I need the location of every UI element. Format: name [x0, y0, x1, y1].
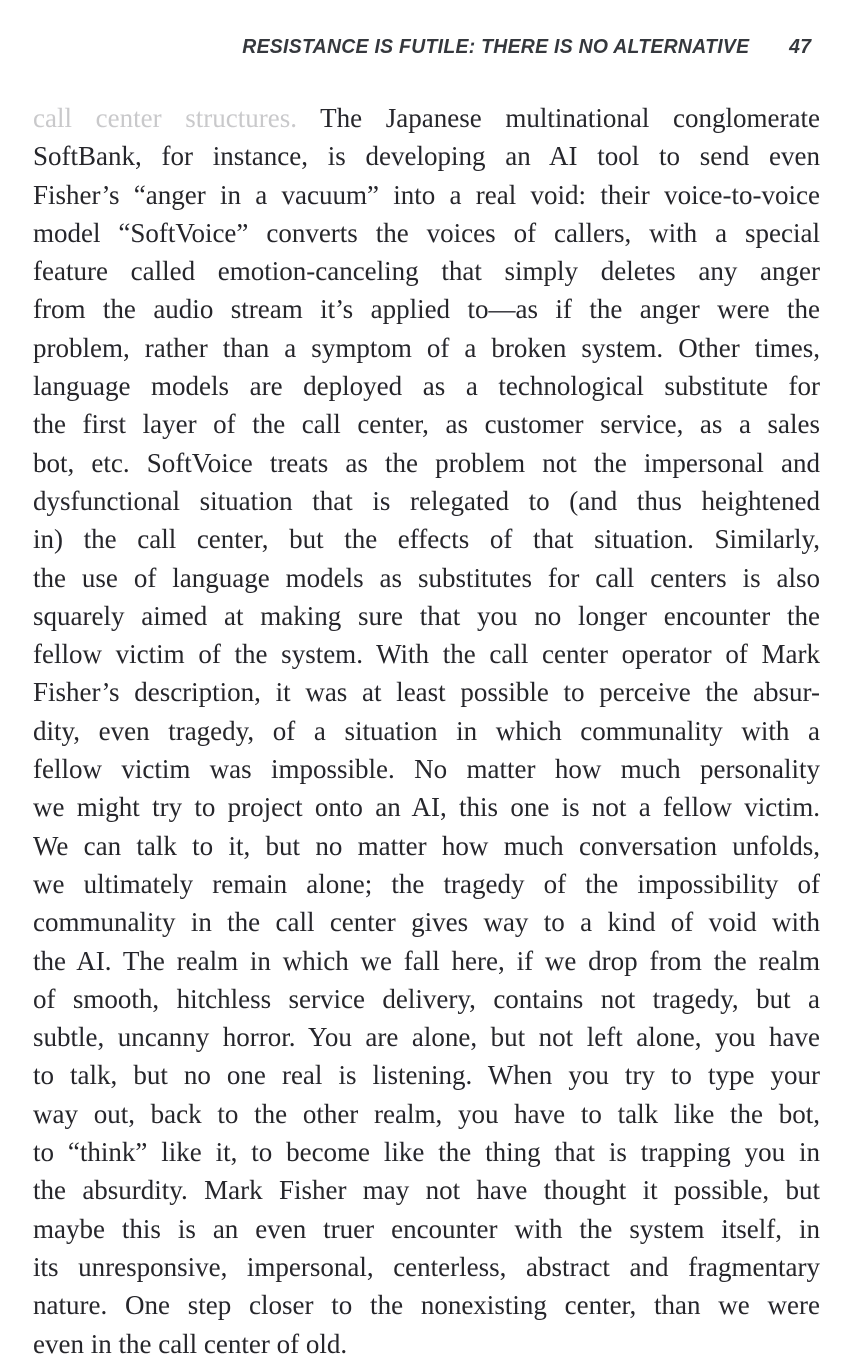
text-line: dysfunctional situation that is relegated to (and thus heightened: [33, 485, 820, 516]
text-line: to “think” like it, to become like the thing that is trapping you in: [33, 1137, 820, 1168]
text-line: dity, even tragedy, of a situation in which communality with a: [33, 715, 820, 746]
running-title: RESISTANCE IS FUTILE: THERE IS NO ALTERNATIVE: [242, 36, 750, 58]
text-line: squarely aimed at making sure that you no longer encounter the: [33, 600, 820, 631]
text-line: the first layer of the call center, as customer service, as a sales: [33, 409, 820, 440]
page-header: [26, 0, 854, 58]
text-line: the absurdity. Mark Fisher may not have thought it possible, but: [33, 1175, 820, 1206]
text-line: SoftBank, for instance, is developing an AI tool to send even: [33, 141, 820, 172]
text-line: We can talk to it, but no matter how much conversation unfolds,: [33, 830, 820, 861]
text-line: the AI. The realm in which we fall here, if we drop from the realm: [33, 945, 820, 976]
text-line: maybe this is an even truer encounter with the system itself, in: [33, 1213, 820, 1244]
text-line: we might try to project onto an AI, this one is not a fellow victim.: [33, 792, 820, 823]
text-line: subtle, uncanny horror. You are alone, but not left alone, you have: [33, 1022, 820, 1053]
text-line: communality in the call center gives way to a kind of void with: [33, 907, 820, 938]
text-line: language models are deployed as a technological substitute for: [33, 371, 820, 402]
text-line: problem, rather than a symptom of a broken system. Other times,: [33, 332, 820, 363]
text-line: even in the call center of old.: [33, 1328, 348, 1359]
text-line: of smooth, hitchless service delivery, contains not tragedy, but a: [33, 983, 820, 1014]
text-line: we ultimately remain alone; the tragedy of the impossibility of: [33, 868, 820, 899]
text-line: to talk, but no one real is listening. When you try to type your: [33, 1060, 820, 1091]
text-line: Fisher’s description, it was at least possible to perceive the absur-: [33, 677, 820, 708]
text-line: feature called emotion-canceling that simply deletes any anger: [33, 256, 820, 287]
text-line: fellow victim was impossible. No matter how much personality: [33, 754, 820, 785]
page-body: [0, 99, 854, 1363]
text-line: from the audio stream it’s applied to—as if the anger were the: [33, 294, 820, 325]
text-line: model “SoftVoice” converts the voices of callers, with a special: [33, 217, 820, 248]
text-line: the use of language models as substitutes for call centers is also: [33, 562, 820, 593]
text-line: nature. One step closer to the nonexisting center, than we were: [33, 1290, 820, 1321]
text-line: Fisher’s “anger in a vacuum” into a real void: their voice-to-voice: [33, 179, 820, 210]
text-line: way out, back to the other realm, you have to talk like the bot,: [33, 1098, 820, 1129]
text-line: its unresponsive, impersonal, centerless, abstract and fragmentary: [33, 1251, 820, 1282]
lead-gray-text: call center structures.: [33, 103, 297, 133]
text-line: fellow victim of the system. With the call center operator of Mark: [33, 639, 820, 670]
page-number: 47: [789, 36, 812, 58]
text-line: bot, etc. SoftVoice treats as the problem not the impersonal and: [33, 447, 820, 478]
text-line: call center structures. The Japanese multinational conglomerate: [33, 103, 820, 133]
text-line: in) the call center, but the effects of that situation. Similarly,: [33, 524, 820, 555]
